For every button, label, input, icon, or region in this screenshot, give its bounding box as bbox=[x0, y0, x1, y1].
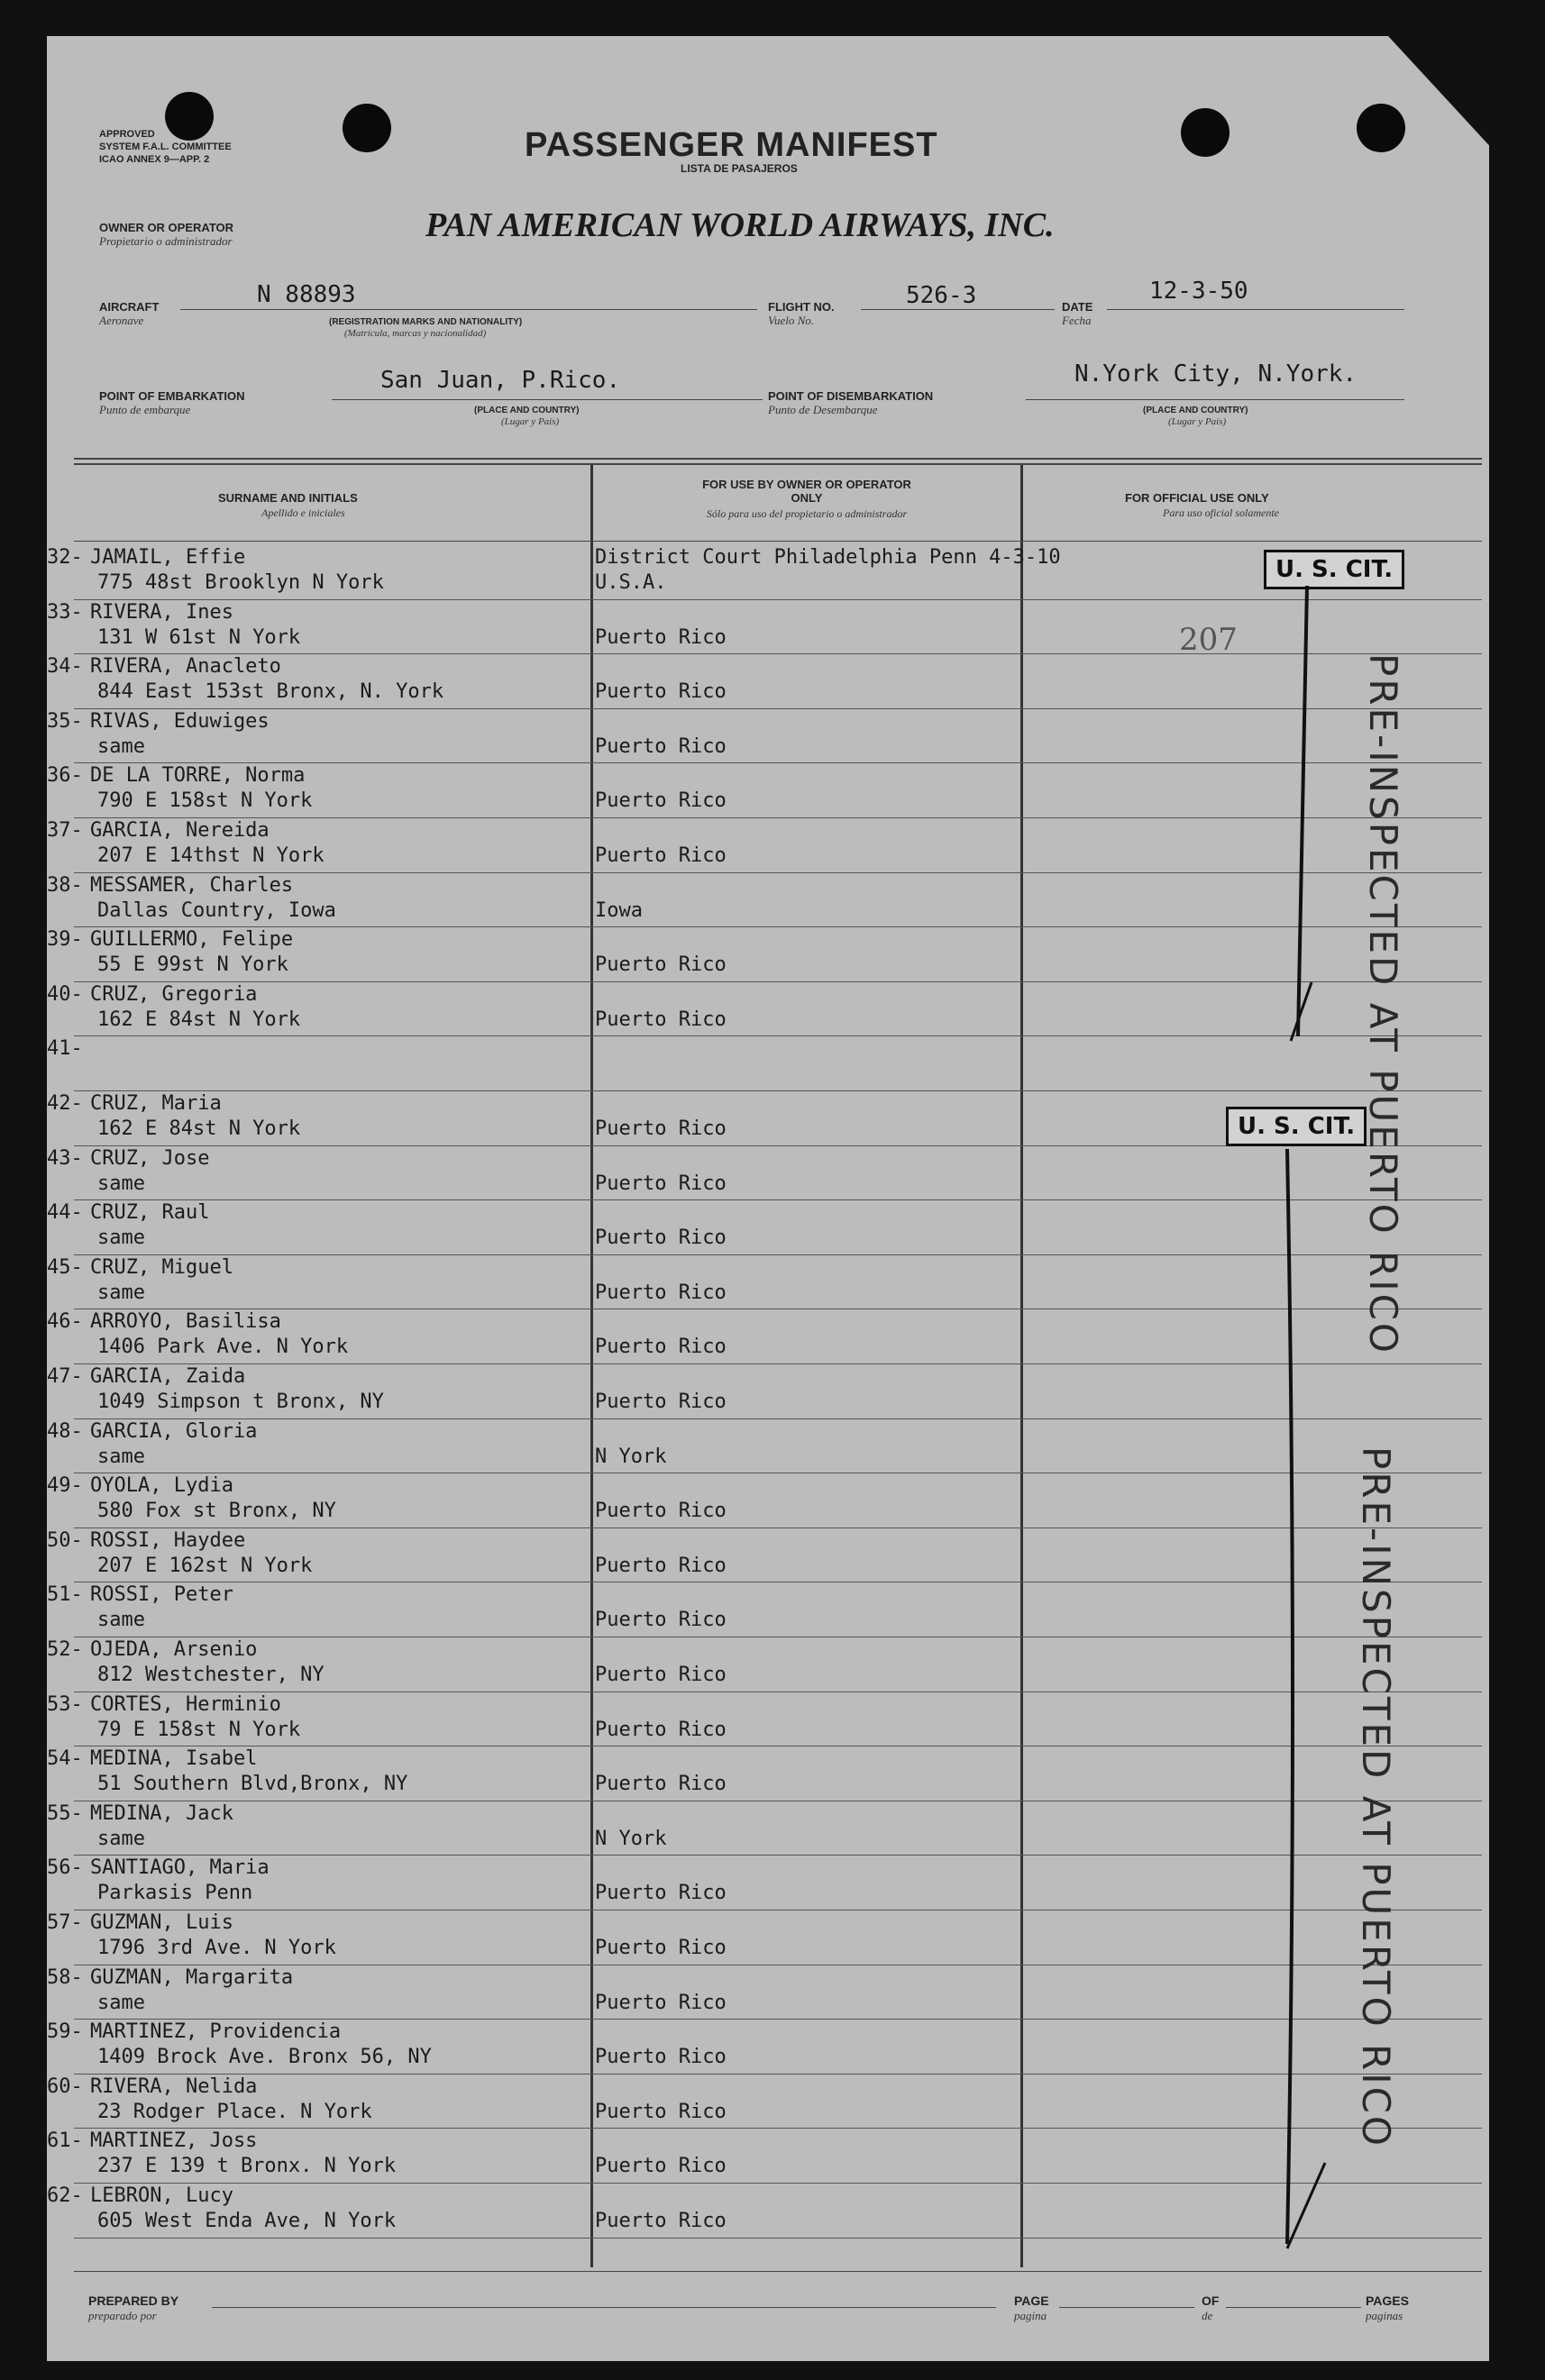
row-number: 32- bbox=[47, 546, 83, 569]
passenger-name: JAMAIL, Effie bbox=[90, 546, 246, 569]
passenger-address: 55 E 99st N York bbox=[97, 953, 288, 977]
page-title: PASSENGER MANIFEST bbox=[525, 126, 938, 164]
origin-value: Puerto Rico bbox=[595, 1172, 727, 1195]
disembark-value: N.York City, N.York. bbox=[1074, 360, 1358, 388]
row-number: 56- bbox=[47, 1856, 83, 1880]
prepared-label-es: preparado por bbox=[88, 2309, 157, 2322]
origin-value: District Court Philadelphia Penn 4-3-10 bbox=[595, 546, 1061, 569]
passenger-name: LEBRON, Lucy bbox=[90, 2184, 233, 2207]
us-cit-stamp-2: U. S. CIT. bbox=[1226, 1107, 1367, 1146]
col-official-header: FOR OFFICIAL USE ONLY bbox=[1125, 491, 1269, 505]
passenger-name: ROSSI, Peter bbox=[90, 1583, 233, 1607]
aircraft-value: N 88893 bbox=[257, 281, 356, 308]
passenger-address: 162 E 84st N York bbox=[97, 1117, 301, 1140]
origin-value: N York bbox=[595, 1445, 667, 1468]
passenger-address: 131 W 61st N York bbox=[97, 625, 301, 649]
passenger-name: CORTES, Herminio bbox=[90, 1692, 281, 1716]
date-label-es: Fecha bbox=[1062, 314, 1092, 327]
passenger-name: MEDINA, Jack bbox=[90, 1801, 233, 1825]
row-number: 42- bbox=[47, 1092, 83, 1115]
origin-value: Puerto Rico bbox=[595, 625, 727, 649]
origin-value: Puerto Rico bbox=[595, 1500, 727, 1523]
page-title-es: LISTA DE PASAJEROS bbox=[681, 162, 798, 175]
row-number: 60- bbox=[47, 2075, 83, 2098]
passenger-address: 1406 Park Ave. N York bbox=[97, 1336, 349, 1359]
row-number: 46- bbox=[47, 1310, 83, 1334]
origin-value: Puerto Rico bbox=[595, 1226, 727, 1250]
row-number: 53- bbox=[47, 1692, 83, 1716]
passenger-address: 844 East 153st Bronx, N. York bbox=[97, 680, 444, 704]
row-number: 55- bbox=[47, 1801, 83, 1825]
embark-label-es: Punto de embarque bbox=[99, 403, 191, 416]
of-label: OF bbox=[1202, 2293, 1220, 2308]
passenger-address: Dallas Country, Iowa bbox=[97, 898, 336, 922]
row-number: 48- bbox=[47, 1419, 83, 1443]
origin-value: Puerto Rico bbox=[595, 2155, 727, 2178]
place-note-2: (PLACE AND COUNTRY) bbox=[1143, 406, 1248, 415]
row-number: 35- bbox=[47, 709, 83, 733]
passenger-address: same bbox=[97, 1445, 145, 1468]
disembark-label: POINT OF DISEMBARKATION bbox=[768, 389, 934, 403]
origin-value: Puerto Rico bbox=[595, 1336, 727, 1359]
origin-value: Puerto Rico bbox=[595, 680, 727, 704]
date-value: 12-3-50 bbox=[1149, 278, 1248, 305]
of-label-es: de bbox=[1202, 2309, 1213, 2322]
passenger-address: 23 Rodger Place. N York bbox=[97, 2100, 372, 2123]
passenger-name: DE LA TORRE, Norma bbox=[90, 764, 306, 788]
row-number: 38- bbox=[47, 873, 83, 897]
official-number: 207 bbox=[1179, 622, 1238, 658]
place-note-es-2: (Lugar y País) bbox=[1168, 416, 1227, 427]
passenger-address: same bbox=[97, 1226, 145, 1250]
place-note-es: (Lugar y País) bbox=[501, 416, 560, 427]
passenger-name: GARCIA, Gloria bbox=[90, 1419, 258, 1443]
row-number: 54- bbox=[47, 1747, 83, 1771]
row-number: 37- bbox=[47, 819, 83, 842]
row-number: 57- bbox=[47, 1911, 83, 1934]
passenger-address: 162 E 84st N York bbox=[97, 1008, 301, 1031]
passenger-name: RIVERA, Anacleto bbox=[90, 655, 281, 679]
flight-label: FLIGHT NO. bbox=[768, 300, 835, 314]
row-number: 50- bbox=[47, 1528, 83, 1552]
place-note: (PLACE AND COUNTRY) bbox=[474, 406, 580, 415]
origin-value: Puerto Rico bbox=[595, 1609, 727, 1632]
passenger-address: same bbox=[97, 734, 145, 758]
aircraft-label: AIRCRAFT bbox=[99, 300, 160, 314]
passenger-address: same bbox=[97, 1991, 145, 2014]
passenger-address: same bbox=[97, 1609, 145, 1632]
origin-value: Puerto Rico bbox=[595, 1391, 727, 1413]
origin-value: Puerto Rico bbox=[595, 734, 727, 758]
passenger-address: 775 48st Brooklyn N York bbox=[97, 571, 384, 594]
passenger-name: CRUZ, Gregoria bbox=[90, 982, 258, 1006]
passenger-name: ROSSI, Haydee bbox=[90, 1528, 246, 1552]
passenger-address: 1409 Brock Ave. Bronx 56, NY bbox=[97, 2046, 432, 2069]
passenger-name: CRUZ, Miguel bbox=[90, 1255, 233, 1279]
passenger-name: MARTINEZ, Providencia bbox=[90, 2020, 342, 2044]
date-label: DATE bbox=[1062, 300, 1093, 314]
passenger-address: 1049 Simpson t Bronx, NY bbox=[97, 1391, 384, 1413]
origin-value: Puerto Rico bbox=[595, 1664, 727, 1686]
registration-note: (REGISTRATION MARKS AND NATIONALITY) bbox=[329, 317, 523, 327]
passenger-address: 790 E 158st N York bbox=[97, 789, 313, 813]
icao-label: ICAO ANNEX 9—APP. 2 bbox=[99, 154, 210, 165]
row-number: 52- bbox=[47, 1638, 83, 1661]
row-number: 43- bbox=[47, 1146, 83, 1170]
page-label: PAGE bbox=[1014, 2293, 1049, 2308]
passenger-address: 51 Southern Blvd,Bronx, NY bbox=[97, 1773, 408, 1796]
passenger-address: 605 West Enda Ave, N York bbox=[97, 2210, 397, 2232]
us-cit-stamp: U. S. CIT. bbox=[1264, 550, 1404, 589]
prepared-label: PREPARED BY bbox=[88, 2293, 179, 2308]
embark-label: POINT OF EMBARKATION bbox=[99, 389, 245, 403]
origin-value: Puerto Rico bbox=[595, 953, 727, 977]
passenger-name: CRUZ, Jose bbox=[90, 1146, 210, 1170]
preinspected-stamp-2: PRE-INSPECTED AT PUERTO RICO bbox=[1354, 1446, 1398, 2148]
passenger-name: GARCIA, Zaida bbox=[90, 1365, 246, 1388]
origin-value: Puerto Rico bbox=[595, 844, 727, 867]
row-number: 51- bbox=[47, 1583, 83, 1607]
passenger-name: CRUZ, Maria bbox=[90, 1092, 222, 1115]
passenger-address: 580 Fox st Bronx, NY bbox=[97, 1500, 336, 1523]
row-number: 62- bbox=[47, 2184, 83, 2207]
row-number: 39- bbox=[47, 928, 83, 952]
pages-label: PAGES bbox=[1366, 2293, 1409, 2308]
origin-value: Puerto Rico bbox=[595, 2046, 727, 2069]
row-number: 61- bbox=[47, 2129, 83, 2153]
origin-value: Puerto Rico bbox=[595, 1991, 727, 2014]
passenger-address: 207 E 162st N York bbox=[97, 1554, 313, 1577]
origin-value: Puerto Rico bbox=[595, 1117, 727, 1140]
passenger-address: same bbox=[97, 1172, 145, 1195]
origin-value: Puerto Rico bbox=[595, 1773, 727, 1796]
flight-label-es: Vuelo No. bbox=[768, 314, 815, 327]
origin-value-2: U.S.A. bbox=[595, 571, 667, 594]
passenger-address: 1796 3rd Ave. N York bbox=[97, 1937, 336, 1959]
of-line bbox=[1226, 2307, 1361, 2308]
origin-value: Puerto Rico bbox=[595, 1281, 727, 1304]
aircraft-label-es: Aeronave bbox=[99, 314, 144, 327]
passenger-name: MESSAMER, Charles bbox=[90, 873, 294, 897]
passenger-name: GUZMAN, Margarita bbox=[90, 1965, 294, 1989]
row-number: 41- bbox=[47, 1037, 83, 1061]
row-number: 40- bbox=[47, 982, 83, 1006]
origin-value: Puerto Rico bbox=[595, 789, 727, 813]
row-number: 45- bbox=[47, 1255, 83, 1279]
passenger-address: 79 E 158st N York bbox=[97, 1718, 301, 1741]
col-surname-header: SURNAME AND INITIALS bbox=[218, 491, 358, 505]
passenger-name: RIVERA, Ines bbox=[90, 600, 233, 624]
passenger-address: same bbox=[97, 1827, 145, 1850]
origin-value: Puerto Rico bbox=[595, 2100, 727, 2123]
origin-value: Puerto Rico bbox=[595, 2210, 727, 2232]
passenger-address: 207 E 14thst N York bbox=[97, 844, 325, 867]
col-surname-header-es: Apellido e iniciales bbox=[261, 506, 345, 519]
row-number: 34- bbox=[47, 655, 83, 679]
row-number: 58- bbox=[47, 1965, 83, 1989]
embark-value: San Juan, P.Rico. bbox=[380, 367, 621, 394]
passenger-name: GUZMAN, Luis bbox=[90, 1911, 233, 1934]
col-official-header-es: Para uso oficial solamente bbox=[1163, 506, 1279, 519]
row-number: 36- bbox=[47, 764, 83, 788]
owner-label: OWNER OR OPERATOR bbox=[99, 221, 234, 234]
origin-value: Puerto Rico bbox=[595, 1554, 727, 1577]
disembark-label-es: Punto de Desembarque bbox=[768, 403, 878, 416]
passenger-name: RIVAS, Eduwiges bbox=[90, 709, 270, 733]
airline-name: PAN AMERICAN WORLD AIRWAYS, INC. bbox=[425, 206, 1055, 244]
passenger-name: OJEDA, Arsenio bbox=[90, 1638, 258, 1661]
origin-value: Iowa bbox=[595, 898, 643, 922]
registration-note-es: (Matrícula, marcas y nacionalidad) bbox=[344, 328, 487, 339]
passenger-name: SANTIAGO, Maria bbox=[90, 1856, 270, 1880]
passenger-name: CRUZ, Raul bbox=[90, 1201, 210, 1225]
row-number: 44- bbox=[47, 1201, 83, 1225]
system-label: SYSTEM F.A.L. COMMITTEE bbox=[99, 141, 232, 152]
passenger-name: RIVERA, Nelida bbox=[90, 2075, 258, 2098]
origin-value: N York bbox=[595, 1827, 667, 1850]
origin-value: Puerto Rico bbox=[595, 1882, 727, 1905]
footer-rule bbox=[74, 2271, 1482, 2272]
passenger-address: 237 E 139 t Bronx. N York bbox=[97, 2155, 397, 2178]
origin-value: Puerto Rico bbox=[595, 1718, 727, 1741]
page-label-es: pagina bbox=[1014, 2309, 1047, 2322]
owner-label-es: Propietario o administrador bbox=[99, 234, 233, 248]
passenger-name: ARROYO, Basilisa bbox=[90, 1310, 281, 1334]
passenger-name: OYOLA, Lydia bbox=[90, 1474, 233, 1498]
col-owner-header-es: Sólo para uso del propietario o administrador bbox=[706, 507, 908, 520]
preinspected-stamp: PRE-INSPECTED AT PUERTO RICO bbox=[1361, 653, 1405, 1355]
origin-value: Puerto Rico bbox=[595, 1008, 727, 1031]
row-number: 49- bbox=[47, 1474, 83, 1498]
origin-value: Puerto Rico bbox=[595, 1937, 727, 1959]
flight-value: 526-3 bbox=[906, 282, 977, 309]
passenger-name: MEDINA, Isabel bbox=[90, 1747, 258, 1771]
pages-label-es: paginas bbox=[1366, 2309, 1403, 2322]
passenger-address: same bbox=[97, 1281, 145, 1304]
row-number: 47- bbox=[47, 1365, 83, 1388]
page-line bbox=[1059, 2307, 1194, 2308]
passenger-address: Parkasis Penn bbox=[97, 1882, 253, 1905]
row-number: 33- bbox=[47, 600, 83, 624]
passenger-name: MARTINEZ, Joss bbox=[90, 2129, 258, 2153]
passenger-name: GUILLERMO, Felipe bbox=[90, 928, 294, 952]
passenger-address: 812 Westchester, NY bbox=[97, 1664, 325, 1686]
col-owner-header: FOR USE BY OWNER OR OPERATOR ONLY bbox=[702, 478, 911, 505]
approved-label: APPROVED bbox=[99, 129, 155, 140]
row-number: 59- bbox=[47, 2020, 83, 2044]
passenger-name: GARCIA, Nereida bbox=[90, 819, 270, 842]
prepared-line bbox=[212, 2307, 996, 2308]
